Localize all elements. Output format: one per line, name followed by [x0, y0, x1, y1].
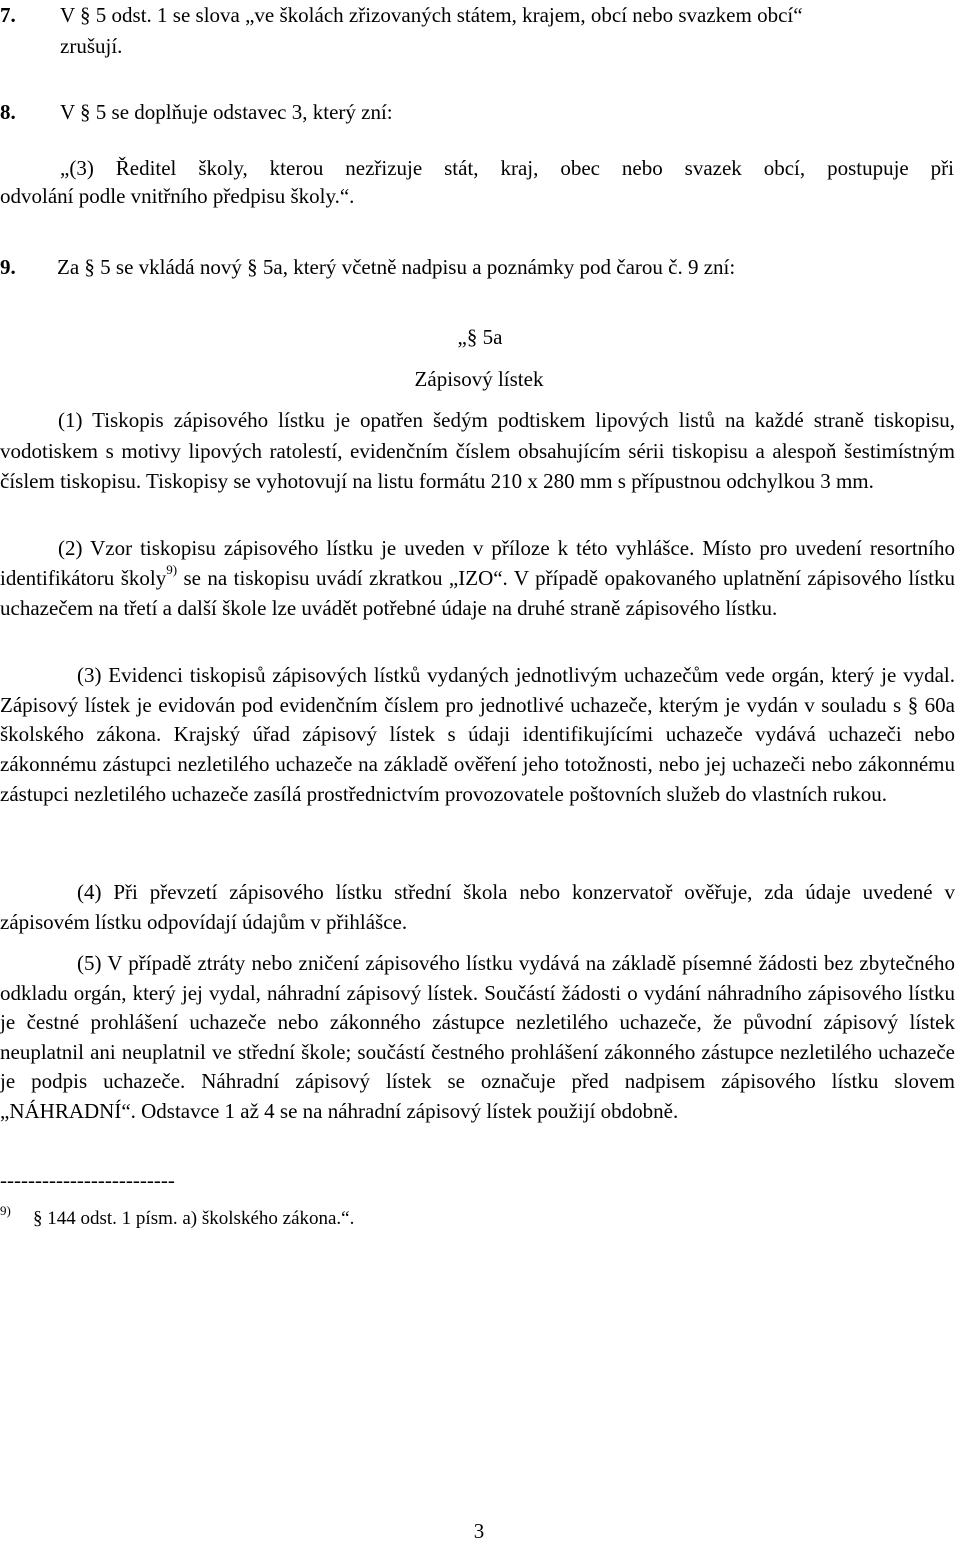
paragraph-2-text: (2) Vzor tiskopisu zápisového lístku je uveden v příloze k této vyhlášce. Místo pro uvedení resortního identifikátoru školy: [0, 536, 955, 590]
amendment-item-8: [0, 97, 960, 127]
footnote-text: § 144 odst. 1 písm. a) školského zákona.“.: [33, 1208, 355, 1229]
amendment-item-9: [0, 252, 960, 282]
item-number: 7.: [0, 3, 16, 27]
footnote-reference: 9): [166, 562, 178, 577]
section-title: Zápisový lístek: [414, 367, 544, 391]
item-number: 8.: [0, 100, 16, 124]
paragraph-2: [0, 533, 955, 623]
paragraph-5: (5) V případě ztráty nebo zničení zápisového lístku vydává na základě písemné žádosti bez zbytečného odkladu orgán, který jej vydal, náhradní zápisový lístek. Součástí žádosti o vydání náhradního zápisového lístku je čestné prohlášení uchazeče nebo zákonného zástupce nezletilého uchazeče, že původní zápisový lístek neuplatnil ani neuplatnil ve střední škole; součástí čestného prohlášení zákonného zástupce nezletilého uchazeče je podpis uchazeče. Náhradní zápisový lístek se označuje před nadpisem zápisového lístku slovem „NÁHRADNÍ“. Odstavce 1 až 4 se na náhradní zápisový lístek použijí obdobně.: [0, 951, 955, 1123]
item-text: Za § 5 se vkládá nový § 5a, který včetně nadpisu a poznámky pod čarou č. 9 zní:: [57, 255, 736, 279]
footnote-marker: 9): [0, 1203, 11, 1218]
item-number: 9.: [0, 255, 16, 279]
item-text: V § 5 odst. 1 se slova „ve školách zřizovaných státem, krajem, obcí nebo svazkem obcí“: [60, 3, 803, 27]
section-number: „§ 5a: [457, 325, 503, 349]
footnote-separator: -------------------------: [0, 1168, 175, 1192]
paragraph-2-text-continued: se na tiskopisu uvádí zkratkou „IZO“. V případě opakovaného uplatnění zápisového lístku uchazečem na třetí a další škole lze uvádět potřebné údaje na druhé straně zápisového lístku.: [0, 566, 955, 620]
item-text: V § 5 se doplňuje odstavec 3, který zní:: [60, 100, 393, 124]
quoted-text-line: odvolání podle vnitřního předpisu školy.“.: [0, 184, 355, 208]
paragraph-3: (3) Evidenci tiskopisů zápisových lístků vydaných jednotlivým uchazečům vede orgán, který je vydal. Zápisový lístek je evidován pod evidenčním číslem pro jednotlivé uchazeče, kterým je vydán v souladu s § 60a školského zákona. Krajský úřad zápisový lístek s údaji identifikujícími uchazeče vydává uchazeči nebo zákonnému zástupci nezletilého uchazeče na základě ověření jeho totožnosti, nebo jej uchazeči nebo zákonnému zástupci nezletilého uchazeče zasílá prostřednictvím provozovatele poštovních služeb do vlastních rukou.: [0, 663, 955, 806]
item-text-continued: zrušují.: [60, 34, 123, 58]
paragraph-4: (4) Při převzetí zápisového lístku střední škola nebo konzervatoř ověřuje, zda údaje uvedené v zápisovém lístku odpovídají údajům v přihlášce.: [0, 880, 955, 934]
page-number: 3: [473, 1519, 485, 1543]
paragraph-1: (1) Tiskopis zápisového lístku je opatřen šedým podtiskem lipových listů na každé straně tiskopisu, vodotiskem s motivy lipových ratolestí, evidenčním číslem obsahujícím sérii tiskopisu a alespoň šestimístným číslem tiskopisu. Tiskopisy se vyhotovují na listu formátu 210 x 280 mm s přípustnou odchylkou 3 mm.: [0, 408, 955, 493]
amendment-item-7: [0, 0, 960, 30]
quoted-text-line: „(3) Ředitel školy, kterou nezřizuje stát, kraj, obec nebo svazek obcí, postupuje při: [60, 156, 954, 180]
